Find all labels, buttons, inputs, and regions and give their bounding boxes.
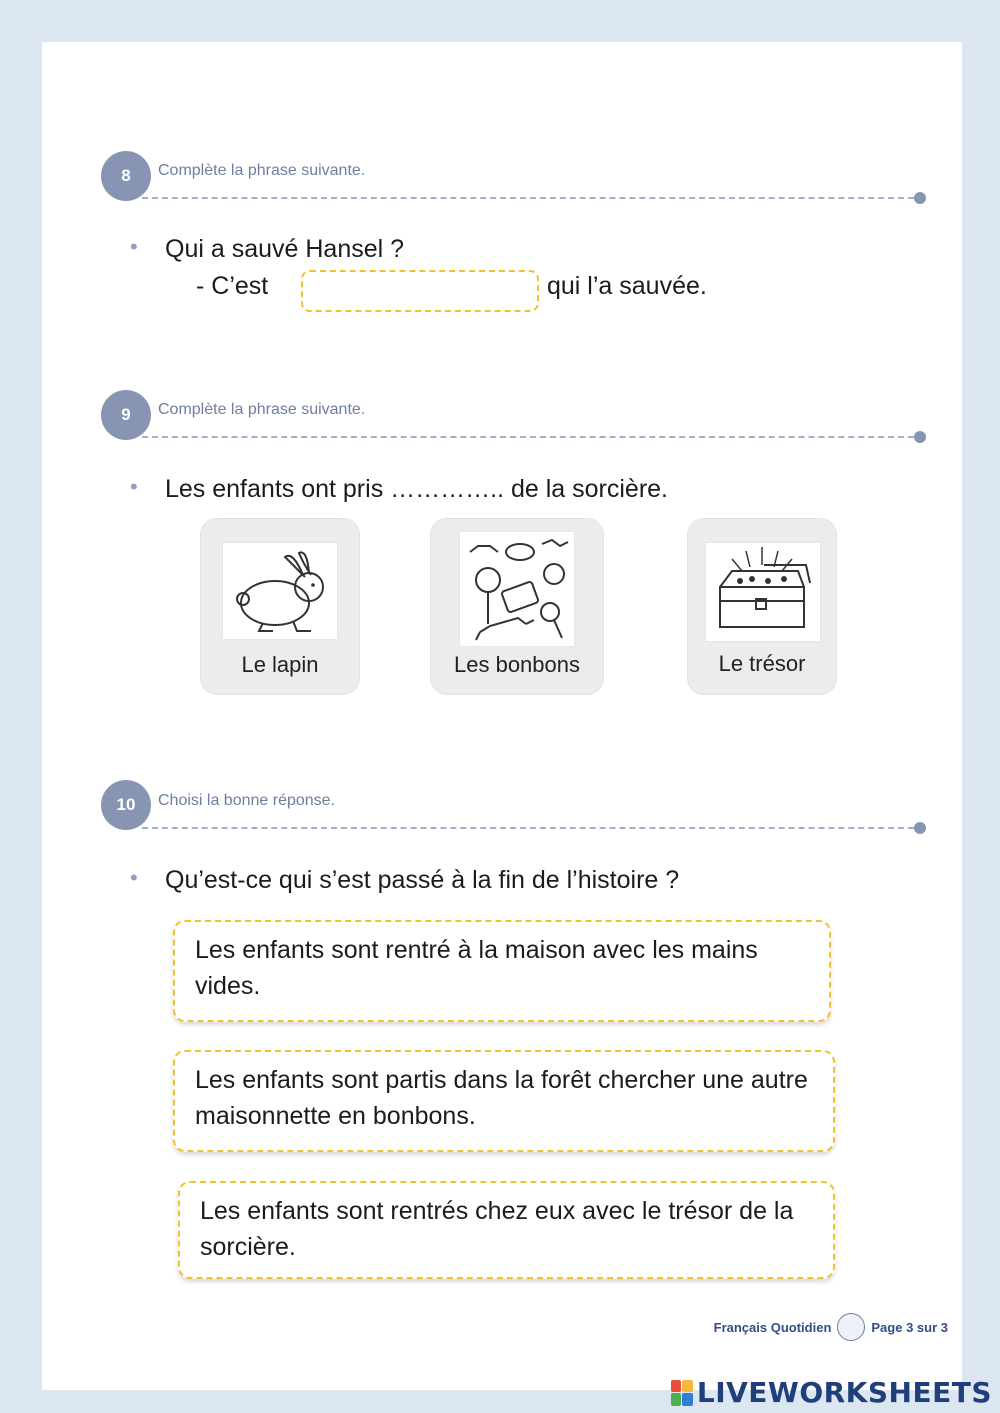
page-footer (714, 1313, 948, 1341)
answer-option-3[interactable]: Les enfants sont rentrés chez eux avec le trésor de la sorcière. (178, 1181, 835, 1279)
question-prompt-9: Les enfants ont pris ………….. de la sorcière. (165, 475, 668, 503)
question-prompt-8: Qui a sauvé Hansel ? (165, 235, 405, 263)
sentence-start-8: - C’est (196, 272, 269, 300)
question-instruction-10: Choisi la bonne réponse. (158, 792, 336, 809)
question-number-10: 10 (101, 780, 151, 830)
question-number-8: 8 (101, 151, 151, 201)
bullet-icon: • (130, 474, 138, 499)
bullet-icon: • (130, 865, 138, 890)
choice-card-bonbons[interactable] (431, 519, 603, 694)
divider-end-dot-9 (914, 431, 926, 443)
liveworksheets-logo-icon (671, 1380, 693, 1406)
worksheet-page (42, 42, 962, 1390)
question-prompt-10: Qu’est-ce qui s’est passé à la fin de l’histoire ? (165, 866, 680, 894)
answer-blank-input[interactable] (301, 270, 539, 312)
footer-brand: Français Quotidien (713, 1319, 832, 1335)
choice-label: Les bonbons (454, 652, 580, 677)
question-number-9: 9 (101, 390, 151, 440)
question-divider-8 (142, 197, 914, 199)
choice-card-lapin[interactable] (201, 519, 359, 694)
treasure-chest-icon (705, 542, 821, 642)
divider-end-dot-8 (914, 192, 926, 204)
answer-option-1[interactable]: Les enfants sont rentré à la maison avec les mains vides. (173, 920, 831, 1022)
answer-option-2[interactable]: Les enfants sont partis dans la forêt chercher une autre maisonnette en bonbons. (173, 1050, 835, 1152)
question-instruction-8: Complète la phrase suivante. (158, 162, 366, 179)
question-instruction-9: Complète la phrase suivante. (158, 401, 366, 418)
footer-page-number: Page 3 sur 3 (871, 1319, 948, 1335)
choice-label: Le lapin (241, 652, 319, 677)
rabbit-icon (222, 542, 338, 640)
choice-card-tresor[interactable] (688, 519, 836, 694)
question-divider-9 (142, 436, 914, 438)
candies-icon (459, 531, 575, 647)
question-divider-10 (142, 827, 914, 829)
divider-end-dot-10 (914, 822, 926, 834)
watermark-text: LIVEWORKSHEETS (696, 1376, 992, 1409)
sentence-end-8: qui l’a sauvée. (547, 272, 707, 300)
bullet-icon: • (130, 234, 138, 259)
brand-logo-icon (837, 1313, 865, 1341)
liveworksheets-watermark (671, 1376, 992, 1409)
choice-label: Le trésor (718, 651, 806, 676)
